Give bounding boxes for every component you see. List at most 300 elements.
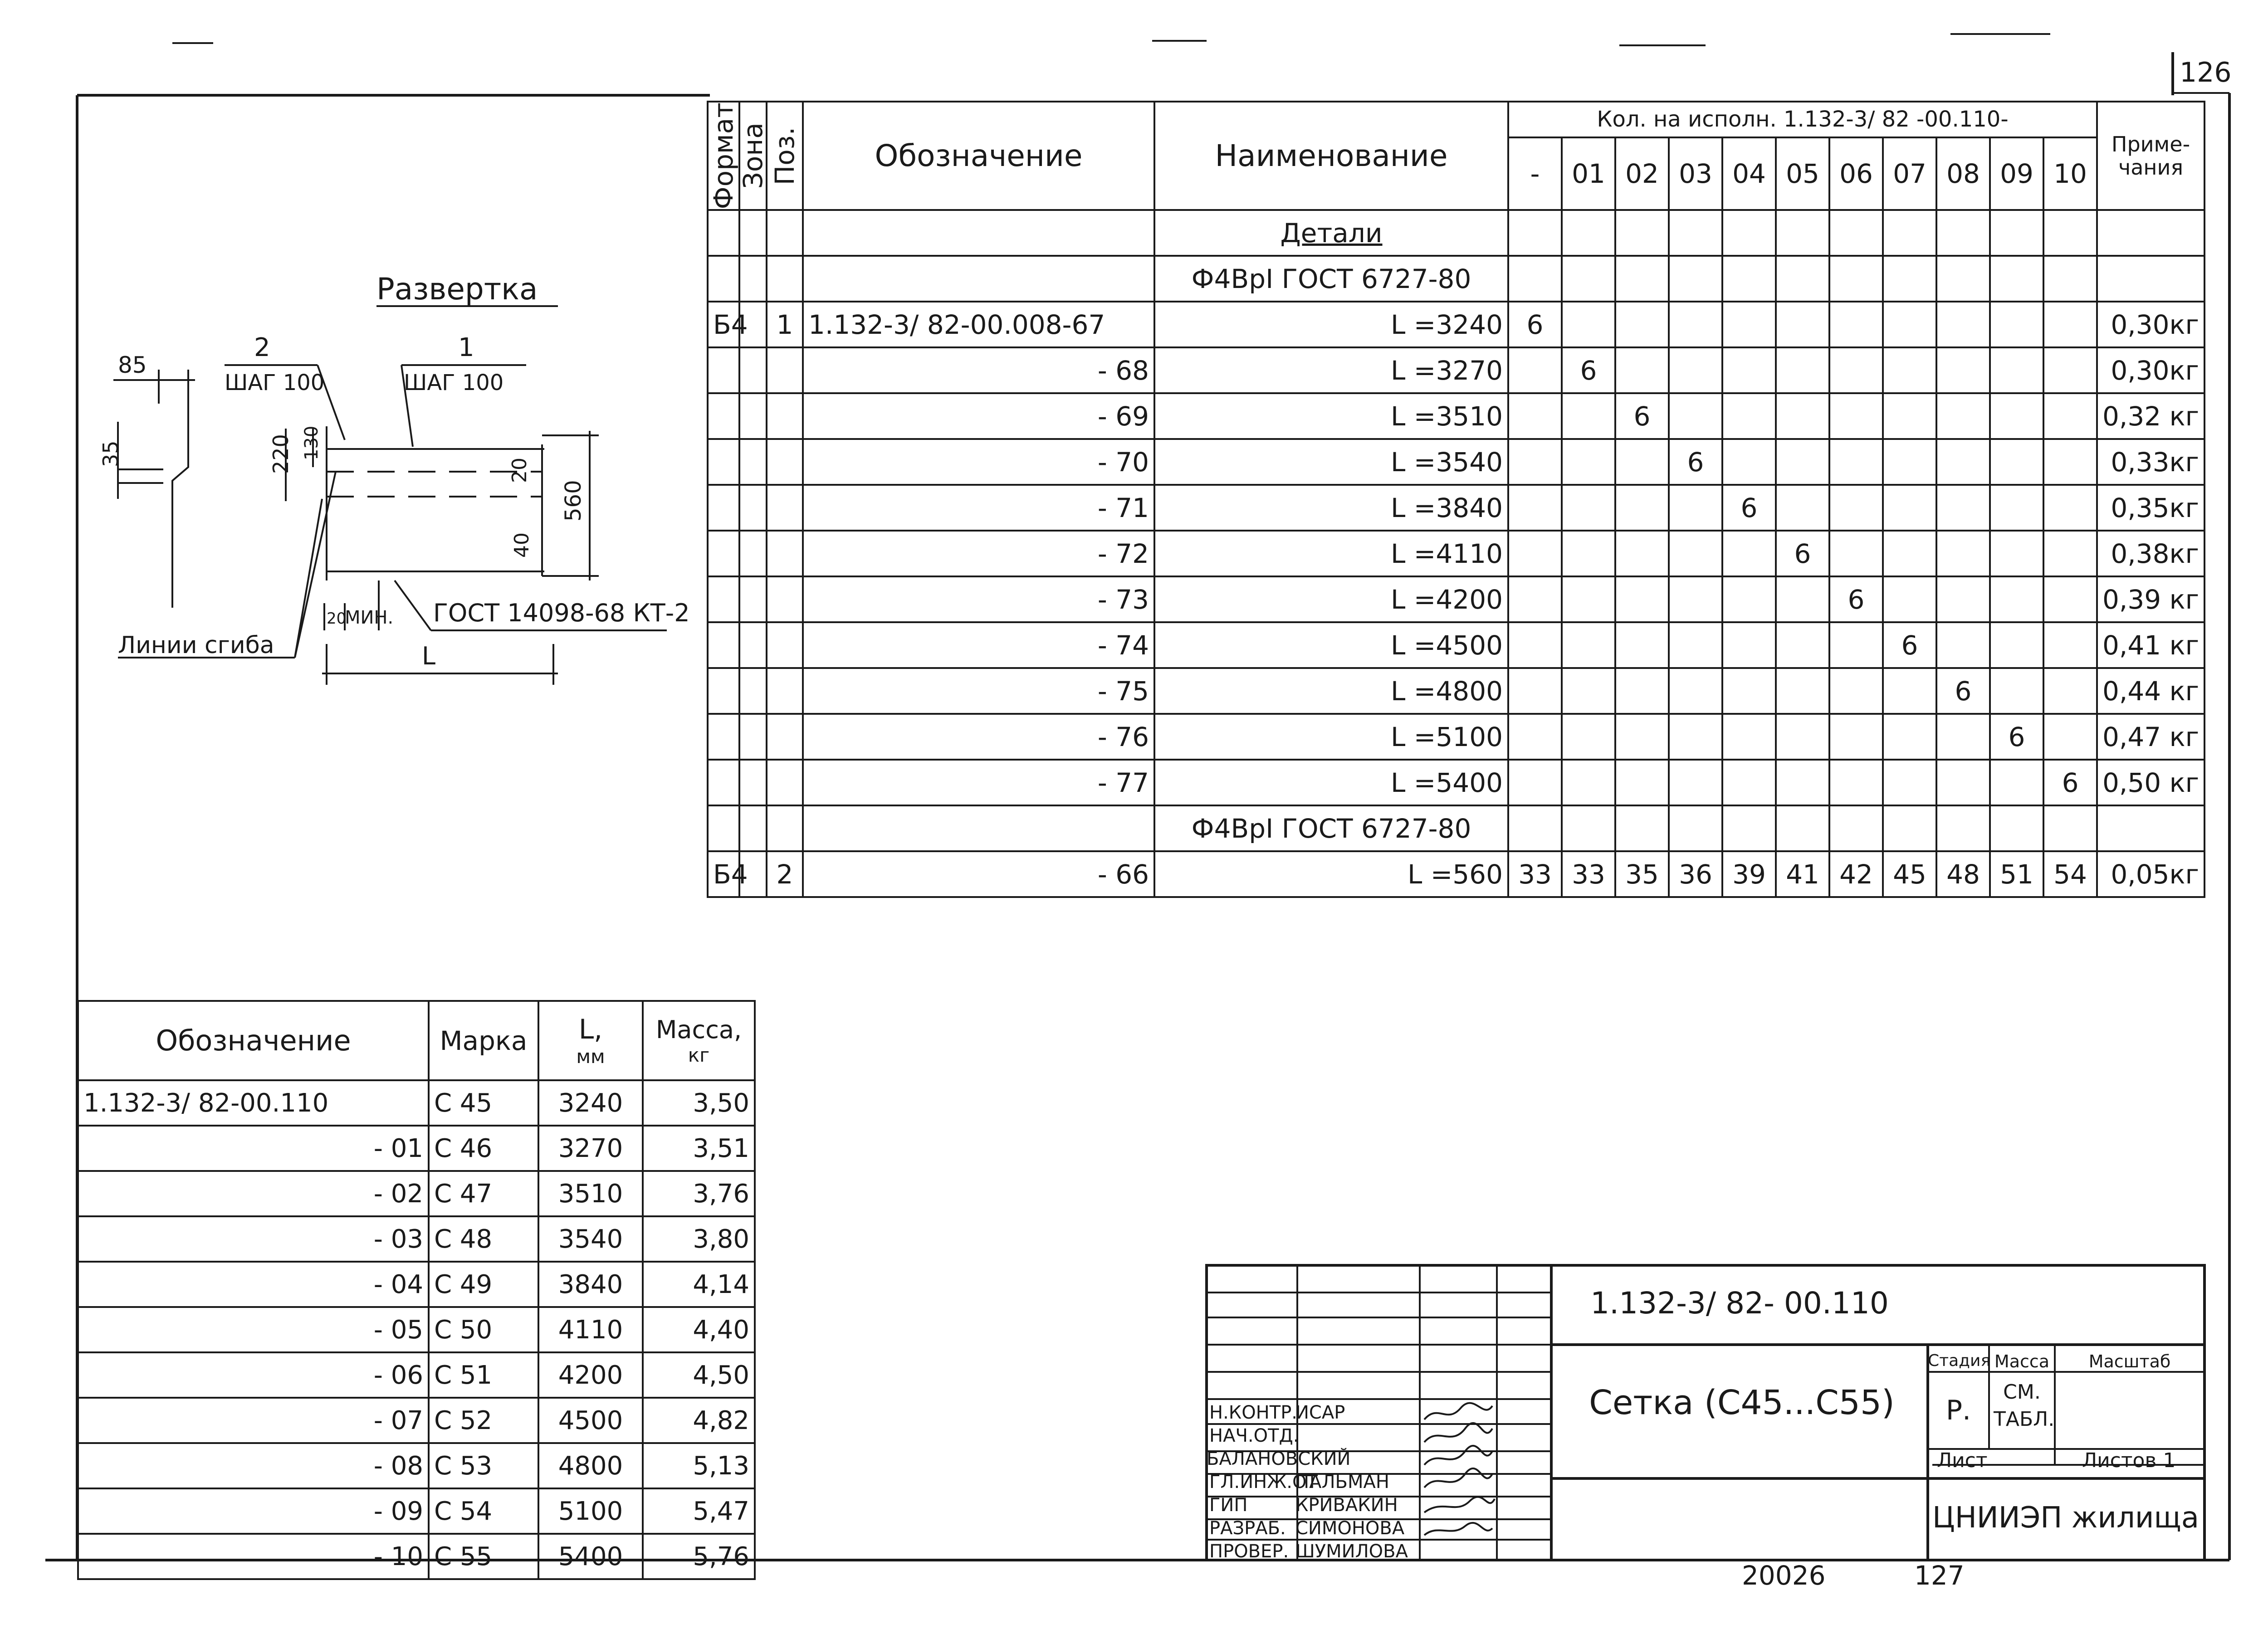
staff-name: ИСАР [1295, 1402, 1345, 1423]
row-zone [739, 393, 767, 439]
row-format [708, 576, 739, 622]
variant-0: - [1508, 137, 1562, 210]
material-row-2 [708, 805, 2204, 851]
row-designation: - 71 [803, 485, 1154, 531]
table-row [78, 1488, 755, 1534]
qty-cell [1829, 714, 1883, 760]
variant-8: 08 [1936, 137, 1990, 210]
mass-row-length: 5100 [538, 1488, 643, 1534]
qty-cell: 33 [1562, 851, 1615, 897]
qty-cell [1508, 576, 1562, 622]
qty-cell: 35 [1615, 851, 1669, 897]
qty-cell [1936, 393, 1990, 439]
qty-cell: 41 [1776, 851, 1829, 897]
row-name: L =4500 [1154, 622, 1508, 668]
mass-row-length: 4500 [538, 1398, 643, 1443]
mass-row-length: 3240 [538, 1080, 643, 1126]
mass-row-mark: С 54 [429, 1488, 538, 1534]
row-format [708, 622, 739, 668]
qty-cell: 6 [1562, 347, 1615, 393]
qty-cell [1883, 668, 1936, 714]
mass-row-mass: 3,76 [643, 1171, 755, 1216]
qty-cell [1776, 668, 1829, 714]
mass-row-mass: 4,82 [643, 1398, 755, 1443]
mass-row-mark: С 55 [429, 1534, 538, 1579]
qty-cell: 51 [1990, 851, 2043, 897]
material-2: Ф4ВрI ГОСТ 6727-80 [1154, 805, 1508, 851]
mass-row-mark: С 52 [429, 1398, 538, 1443]
qty-cell [1669, 622, 1722, 668]
qty-cell [1829, 760, 1883, 805]
qty-cell [2043, 576, 2097, 622]
qty-cell [1615, 714, 1669, 760]
row-name: L =3270 [1154, 347, 1508, 393]
row-name: L =4110 [1154, 531, 1508, 576]
qty-cell [1883, 760, 1936, 805]
row-name: L =3840 [1154, 485, 1508, 531]
row-designation: - 70 [803, 439, 1154, 485]
mass-label: Масса, [655, 1015, 742, 1044]
staff-role: НАЧ.ОТД. [1209, 1425, 1299, 1446]
mass-row-designation: - 08 [78, 1443, 429, 1488]
mass-row-mark: С 46 [429, 1126, 538, 1171]
mass-row-mass: 3,80 [643, 1216, 755, 1262]
row-pos [767, 760, 803, 805]
qty-cell [1936, 576, 1990, 622]
row-note: 0,30кг [2097, 347, 2204, 393]
staff-name: КРИВАКИН [1295, 1495, 1398, 1516]
qty-cell [1722, 622, 1776, 668]
row-pos [767, 485, 803, 531]
row-note: 0,39 кг [2097, 576, 2204, 622]
step2-label: ШАГ 100 [225, 370, 325, 395]
mass-col-designation: Обозначение [78, 1001, 429, 1080]
mass-row-designation: - 10 [78, 1534, 429, 1579]
qty-cell: 45 [1883, 851, 1936, 897]
mass-row-mark: С 53 [429, 1443, 538, 1488]
qty-cell [1508, 485, 1562, 531]
row-note: 0,38кг [2097, 531, 2204, 576]
qty-cell [1936, 347, 1990, 393]
variant-7: 07 [1883, 137, 1936, 210]
qty-cell [1562, 714, 1615, 760]
mass-row-length: 3510 [538, 1171, 643, 1216]
qty-cell [1829, 668, 1883, 714]
table-row [708, 760, 2204, 805]
qty-cell [1722, 439, 1776, 485]
qty-cell [1936, 531, 1990, 576]
bend-lines-label: Линии сгиба [118, 632, 274, 659]
qty-cell [1883, 485, 1936, 531]
table-row [708, 393, 2204, 439]
staff-role: РАЗРАБ. [1209, 1518, 1286, 1539]
row-name: L =560 [1154, 851, 1508, 897]
row-designation: 1.132-3/ 82-00.008-67 [803, 302, 1154, 347]
qty-cell [1669, 302, 1722, 347]
row-zone [739, 668, 767, 714]
row-format [708, 714, 739, 760]
qty-cell [1562, 439, 1615, 485]
qty-cell [1829, 393, 1883, 439]
footer-code-right: 127 [1914, 1560, 1965, 1591]
qty-cell [1990, 302, 2043, 347]
row-name: L =3540 [1154, 439, 1508, 485]
row-name: L =5100 [1154, 714, 1508, 760]
dim-130: 130 [301, 425, 322, 460]
row-zone [739, 576, 767, 622]
material-1: Ф4ВрI ГОСТ 6727-80 [1154, 256, 1508, 302]
variant-3: 03 [1669, 137, 1722, 210]
qty-cell [1508, 393, 1562, 439]
row-designation: - 77 [803, 760, 1154, 805]
qty-cell [1990, 485, 2043, 531]
stage-value: Р. [1945, 1395, 1971, 1426]
qty-cell [1669, 393, 1722, 439]
row-name: L =4200 [1154, 576, 1508, 622]
table-row [708, 668, 2204, 714]
row-format [708, 668, 739, 714]
mass-row-length: 3840 [538, 1262, 643, 1307]
qty-cell [1883, 531, 1936, 576]
spec-table [707, 101, 2205, 898]
qty-cell [1669, 576, 1722, 622]
row-zone [739, 760, 767, 805]
qty-cell [1669, 714, 1722, 760]
qty-cell [1829, 302, 1883, 347]
doc-code: 1.132-3/ 82- 00.110 [1590, 1286, 1889, 1321]
mass-row-designation: - 06 [78, 1352, 429, 1398]
row-designation: - 76 [803, 714, 1154, 760]
mass-table [77, 1000, 756, 1580]
mass-row-length: 3270 [538, 1126, 643, 1171]
qty-cell [2043, 302, 2097, 347]
col-zone: Зона [739, 102, 767, 210]
mass-row-mass: 4,50 [643, 1352, 755, 1398]
row-format [708, 531, 739, 576]
mass-row-designation: - 05 [78, 1307, 429, 1352]
qty-cell: 6 [1508, 302, 1562, 347]
mass-row-mass: 5,76 [643, 1534, 755, 1579]
staff-row-2 [1207, 1424, 1420, 1471]
qty-cell: 36 [1669, 851, 1722, 897]
qty-cell [2043, 485, 2097, 531]
qty-cell [2043, 439, 2097, 485]
mass-row-mass: 3,51 [643, 1126, 755, 1171]
qty-cell [1936, 485, 1990, 531]
qty-cell [1562, 302, 1615, 347]
row-designation: - 75 [803, 668, 1154, 714]
mass-rows [78, 1080, 755, 1579]
row-format [708, 760, 739, 805]
row-pos [767, 668, 803, 714]
qty-cell [1776, 347, 1829, 393]
qty-cell [1776, 439, 1829, 485]
row-pos: 2 [767, 851, 803, 897]
table-row [78, 1307, 755, 1352]
mass-unit: кг [688, 1044, 710, 1066]
row-designation: - 66 [803, 851, 1154, 897]
row-designation: - 72 [803, 531, 1154, 576]
qty-cell [1990, 622, 2043, 668]
row-pos [767, 714, 803, 760]
qty-cell [1829, 622, 1883, 668]
dim-20-min: 20 [327, 610, 347, 628]
dim-220: 220 [269, 434, 293, 474]
qty-cell [1615, 531, 1669, 576]
qty-cell [1508, 760, 1562, 805]
table-row [78, 1080, 755, 1126]
row-note: 0,30кг [2097, 302, 2204, 347]
qty-cell [1562, 760, 1615, 805]
qty-cell [1562, 668, 1615, 714]
qty-cell: 54 [2043, 851, 2097, 897]
pos2-label: 2 [254, 333, 270, 362]
qty-cell [2043, 668, 2097, 714]
qty-cell [1883, 714, 1936, 760]
table-row [708, 531, 2204, 576]
mass-row-length: 4110 [538, 1307, 643, 1352]
qty-cell [1883, 347, 1936, 393]
staff-list [1207, 1401, 1420, 1563]
table-row [78, 1534, 755, 1579]
row-zone [739, 622, 767, 668]
qty-cell [1669, 668, 1722, 714]
qty-cell [1936, 760, 1990, 805]
variant-5: 05 [1776, 137, 1829, 210]
mass-row-length: 5400 [538, 1534, 643, 1579]
mass-row-designation: - 09 [78, 1488, 429, 1534]
row-zone [739, 439, 767, 485]
staff-name: БАЛАНОВСКИЙ [1207, 1449, 1351, 1469]
qty-cell [1990, 439, 2043, 485]
qty-cell [1615, 760, 1669, 805]
qty-cell [1776, 760, 1829, 805]
qty-cell [1669, 347, 1722, 393]
qty-cell [1508, 622, 1562, 668]
row-designation: - 68 [803, 347, 1154, 393]
row-name: L =3240 [1154, 302, 1508, 347]
sketch-title: Развертка [376, 272, 538, 307]
row-format [708, 347, 739, 393]
mass-col-mark: Марка [429, 1001, 538, 1080]
qty-cell: 6 [1615, 393, 1669, 439]
sheet-number: 126 [2180, 57, 2232, 88]
table-row [78, 1352, 755, 1398]
table-row [708, 714, 2204, 760]
row-designation: - 69 [803, 393, 1154, 439]
qty-cell [1722, 576, 1776, 622]
table-row [78, 1398, 755, 1443]
qty-cell [1508, 347, 1562, 393]
staff-name: ПАЛЬМАН [1295, 1472, 1389, 1493]
table-row [78, 1171, 755, 1216]
gost-label: ГОСТ 14098-68 КТ-2 [433, 599, 690, 627]
mass-row-mark: С 51 [429, 1352, 538, 1398]
qty-cell [2043, 347, 2097, 393]
row-pos [767, 531, 803, 576]
qty-cell: 6 [1936, 668, 1990, 714]
qty-cell [1776, 714, 1829, 760]
qty-cell [1829, 439, 1883, 485]
row-zone [739, 347, 767, 393]
mass-label: Масса [1994, 1351, 2050, 1371]
qty-cell [2043, 622, 2097, 668]
mass-row-designation: - 03 [78, 1216, 429, 1262]
qty-cell [1722, 668, 1776, 714]
qty-cell [1615, 622, 1669, 668]
qty-cell: 6 [1883, 622, 1936, 668]
variant-10: 10 [2043, 137, 2097, 210]
staff-role: ПРОВЕР. [1209, 1541, 1289, 1562]
col-format: Формат [708, 102, 739, 210]
mass-row-designation: - 04 [78, 1262, 429, 1307]
row-pos [767, 439, 803, 485]
mass-row-designation: - 07 [78, 1398, 429, 1443]
mass-row-designation: - 02 [78, 1171, 429, 1216]
qty-cell [1776, 576, 1829, 622]
dim-35: 35 [98, 440, 123, 467]
row-note: 0,41 кг [2097, 622, 2204, 668]
staff-role: ГЛ.ИНЖ.ОТ [1209, 1472, 1318, 1493]
qty-cell [1562, 393, 1615, 439]
staff-row-6 [1207, 1540, 1420, 1563]
row-note: 0,44 кг [2097, 668, 2204, 714]
qty-cell [1776, 485, 1829, 531]
col-qty-header: Кол. на исполн. 1.132-3/ 82 -00.110- [1508, 102, 2097, 137]
qty-cell: 48 [1936, 851, 1990, 897]
mass-row-length: 4200 [538, 1352, 643, 1398]
row-note: 0,05кг [2097, 851, 2204, 897]
qty-cell [1936, 622, 1990, 668]
qty-cell [1883, 576, 1936, 622]
signatures [1420, 1401, 1497, 1560]
qty-cell [2043, 393, 2097, 439]
qty-cell [1722, 302, 1776, 347]
title-block [1207, 1265, 2204, 1560]
row-pos [767, 622, 803, 668]
col-designation: Обозначение [803, 102, 1154, 210]
dim-20: 20 [508, 458, 531, 483]
staff-row-1 [1207, 1401, 1420, 1424]
row-note: 0,50 кг [2097, 760, 2204, 805]
staff-row-5 [1207, 1517, 1420, 1540]
qty-cell [1615, 347, 1669, 393]
qty-cell: 6 [1776, 531, 1829, 576]
table-row [708, 851, 2204, 897]
row-format [708, 393, 739, 439]
qty-cell [1562, 576, 1615, 622]
length-label: L, [578, 1014, 603, 1045]
row-note: 0,47 кг [2097, 714, 2204, 760]
row-format: Б4 [708, 851, 739, 897]
drawing-title: Сетка (С45...С55) [1589, 1383, 1895, 1422]
qty-cell [1722, 393, 1776, 439]
length-unit: мм [576, 1045, 605, 1068]
variant-6: 06 [1829, 137, 1883, 210]
qty-cell: 39 [1722, 851, 1776, 897]
sheets-label: Листов 1 [2082, 1449, 2176, 1472]
row-note: 0,33кг [2097, 439, 2204, 485]
col-notes: Приме-чания [2097, 102, 2204, 210]
qty-cell [1615, 576, 1669, 622]
col-name: Наименование [1154, 102, 1508, 210]
qty-cell: 6 [1722, 485, 1776, 531]
scale-label: Масштаб [2088, 1351, 2171, 1371]
qty-cell: 6 [1829, 576, 1883, 622]
col-pos: Поз. [767, 102, 803, 210]
qty-cell [2043, 531, 2097, 576]
qty-cell [1990, 393, 2043, 439]
qty-cell [1990, 760, 2043, 805]
pos1-label: 1 [458, 333, 474, 362]
row-format [708, 485, 739, 531]
qty-cell [1615, 485, 1669, 531]
row-note: 0,32 кг [2097, 393, 2204, 439]
qty-cell [1936, 302, 1990, 347]
row-pos [767, 347, 803, 393]
table-row [708, 302, 2204, 347]
organization: ЦНИИЭП жилища [1932, 1501, 2199, 1535]
dim-40: 40 [510, 532, 533, 558]
staff-row-3 [1207, 1471, 1420, 1494]
step1-label: ШАГ 100 [404, 370, 504, 395]
qty-cell [1936, 439, 1990, 485]
variant-9: 09 [1990, 137, 2043, 210]
qty-cell [1508, 439, 1562, 485]
qty-cell [1883, 302, 1936, 347]
mass-col-mass [643, 1001, 755, 1080]
row-note: 0,35кг [2097, 485, 2204, 531]
mass-row-mass: 3,50 [643, 1080, 755, 1126]
qty-cell [1990, 576, 2043, 622]
staff-role: ГИП [1209, 1495, 1248, 1516]
row-zone [739, 485, 767, 531]
dim-560: 560 [561, 480, 586, 522]
table-row [708, 622, 2204, 668]
qty-cell [1562, 485, 1615, 531]
qty-cell [1722, 531, 1776, 576]
qty-cell [1615, 439, 1669, 485]
row-designation: - 74 [803, 622, 1154, 668]
qty-cell [1829, 347, 1883, 393]
qty-cell [1562, 531, 1615, 576]
staff-name: СИМОНОВА [1295, 1518, 1405, 1539]
mass-row-mark: С 49 [429, 1262, 538, 1307]
qty-cell [1669, 531, 1722, 576]
qty-cell [1990, 668, 2043, 714]
section-title: Детали [1154, 210, 1508, 256]
row-name: L =4800 [1154, 668, 1508, 714]
qty-cell [1829, 485, 1883, 531]
mass-row-length: 4800 [538, 1443, 643, 1488]
mass-value: СМ. ТАБЛ. [1994, 1380, 2055, 1431]
mass-row-designation: - 01 [78, 1126, 429, 1171]
mass-row-mass: 4,14 [643, 1262, 755, 1307]
min-label: МИН. [345, 607, 394, 628]
variant-2: 02 [1615, 137, 1669, 210]
table-row [708, 485, 2204, 531]
mass-row-mass: 5,13 [643, 1443, 755, 1488]
mass-row-mass: 4,40 [643, 1307, 755, 1352]
table-row [708, 347, 2204, 393]
qty-cell [1776, 302, 1829, 347]
table-row [78, 1126, 755, 1171]
staff-name: ШУМИЛОВА [1295, 1541, 1408, 1562]
variant-4: 04 [1722, 137, 1776, 210]
qty-cell [1615, 302, 1669, 347]
qty-cell [1883, 439, 1936, 485]
qty-cell: 33 [1508, 851, 1562, 897]
